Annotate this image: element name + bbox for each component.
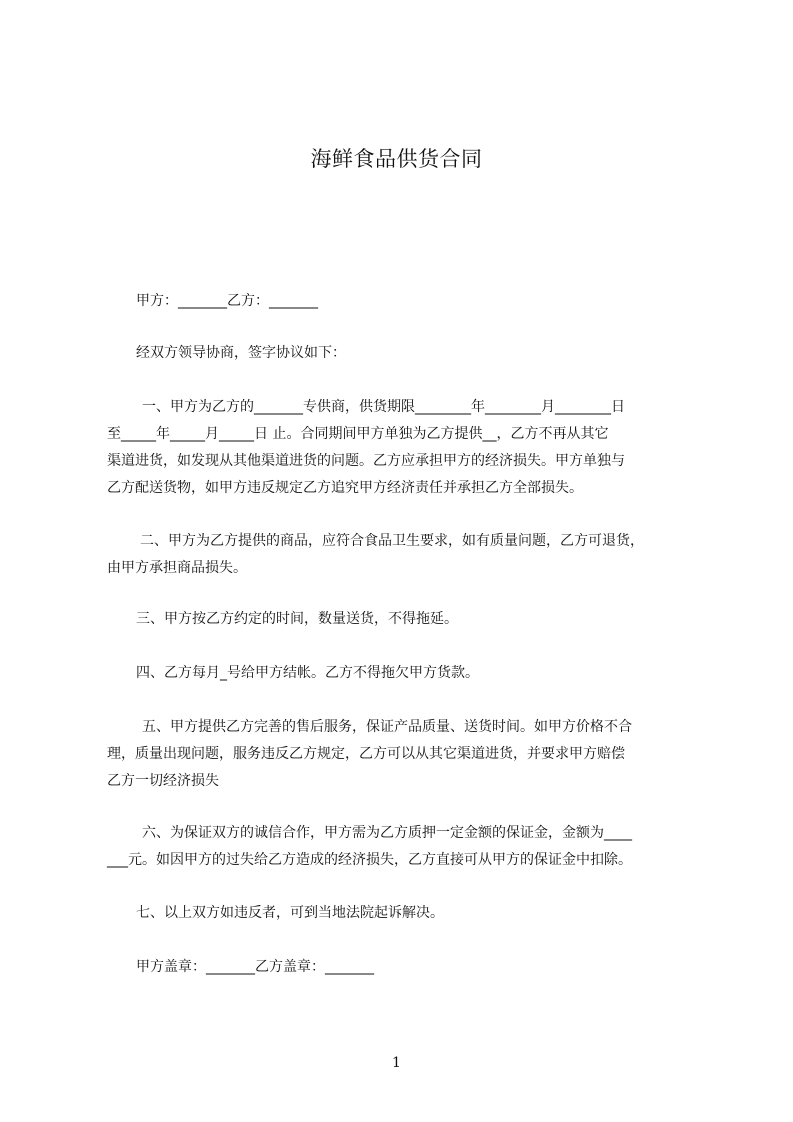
text-line: 乙方一切经济损失: [107, 773, 219, 789]
text-line: 七、以上双方如违反者，可到当地法院起诉解决。: [136, 905, 444, 921]
parties-line: [136, 288, 736, 315]
text-line: 乙方配送货物，如甲方违反规定乙方追究甲方经济责任并承担乙方全部损失。: [107, 480, 583, 496]
text-line: ___元。如因甲方的过失给乙方造成的经济损失，乙方直接可从甲方的保证金中扣除。: [107, 852, 632, 868]
text-line: 三、甲方按乙方约定的时间，数量送货，不得拖延。: [136, 611, 458, 627]
clause-4: [136, 660, 736, 687]
text-line: 由甲方承担商品损失。: [107, 560, 247, 576]
intro-paragraph: [136, 340, 736, 367]
text-line: 经双方领导协商，签字协议如下：: [136, 345, 346, 361]
text-line: 二、甲方为乙方提供的商品，应符合食品卫生要求，如有质量问题，乙方可退货，: [140, 533, 644, 549]
text-line: 五、甲方提供乙方完善的售后服务，保证产品质量、送货时间。如甲方价格不合: [142, 719, 632, 735]
page-number: 1: [392, 1055, 401, 1071]
document-title: 海鲜食品供货合同: [310, 147, 483, 171]
clause-3: [136, 606, 736, 633]
clause-7: [136, 900, 736, 927]
text-line: 甲方：_______乙方：_______: [136, 293, 318, 309]
text-line: 渠道进货，如发现从其他渠道进货的问题。乙方应承担甲方的经济损失。甲方单独与: [107, 453, 625, 469]
clause-2: [107, 528, 707, 582]
clause-5: [107, 714, 707, 795]
clause-6: [107, 820, 707, 874]
text-line: 至_____年_____月_____日 止。合同期间甲方单独为乙方提供__，乙方不再从其它: [107, 426, 609, 442]
text-line: 一、甲方为乙方的_______专供商，供货期限________年________月________日: [142, 399, 625, 415]
clause-1: [107, 394, 707, 502]
text-line: 六、为保证双方的诚信合作，甲方需为乙方质押一定金额的保证金，金额为____: [142, 825, 632, 841]
seal-line: [136, 954, 736, 981]
text-line: 理，质量出现问题，服务违反乙方规定，乙方可以从其它渠道进货，并要求甲方赔偿: [107, 746, 625, 762]
text-line: 甲方盖章：_______乙方盖章：_______: [136, 959, 374, 975]
text-line: 四、乙方每月_号给甲方结帐。乙方不得拖欠甲方货款。: [136, 665, 479, 681]
